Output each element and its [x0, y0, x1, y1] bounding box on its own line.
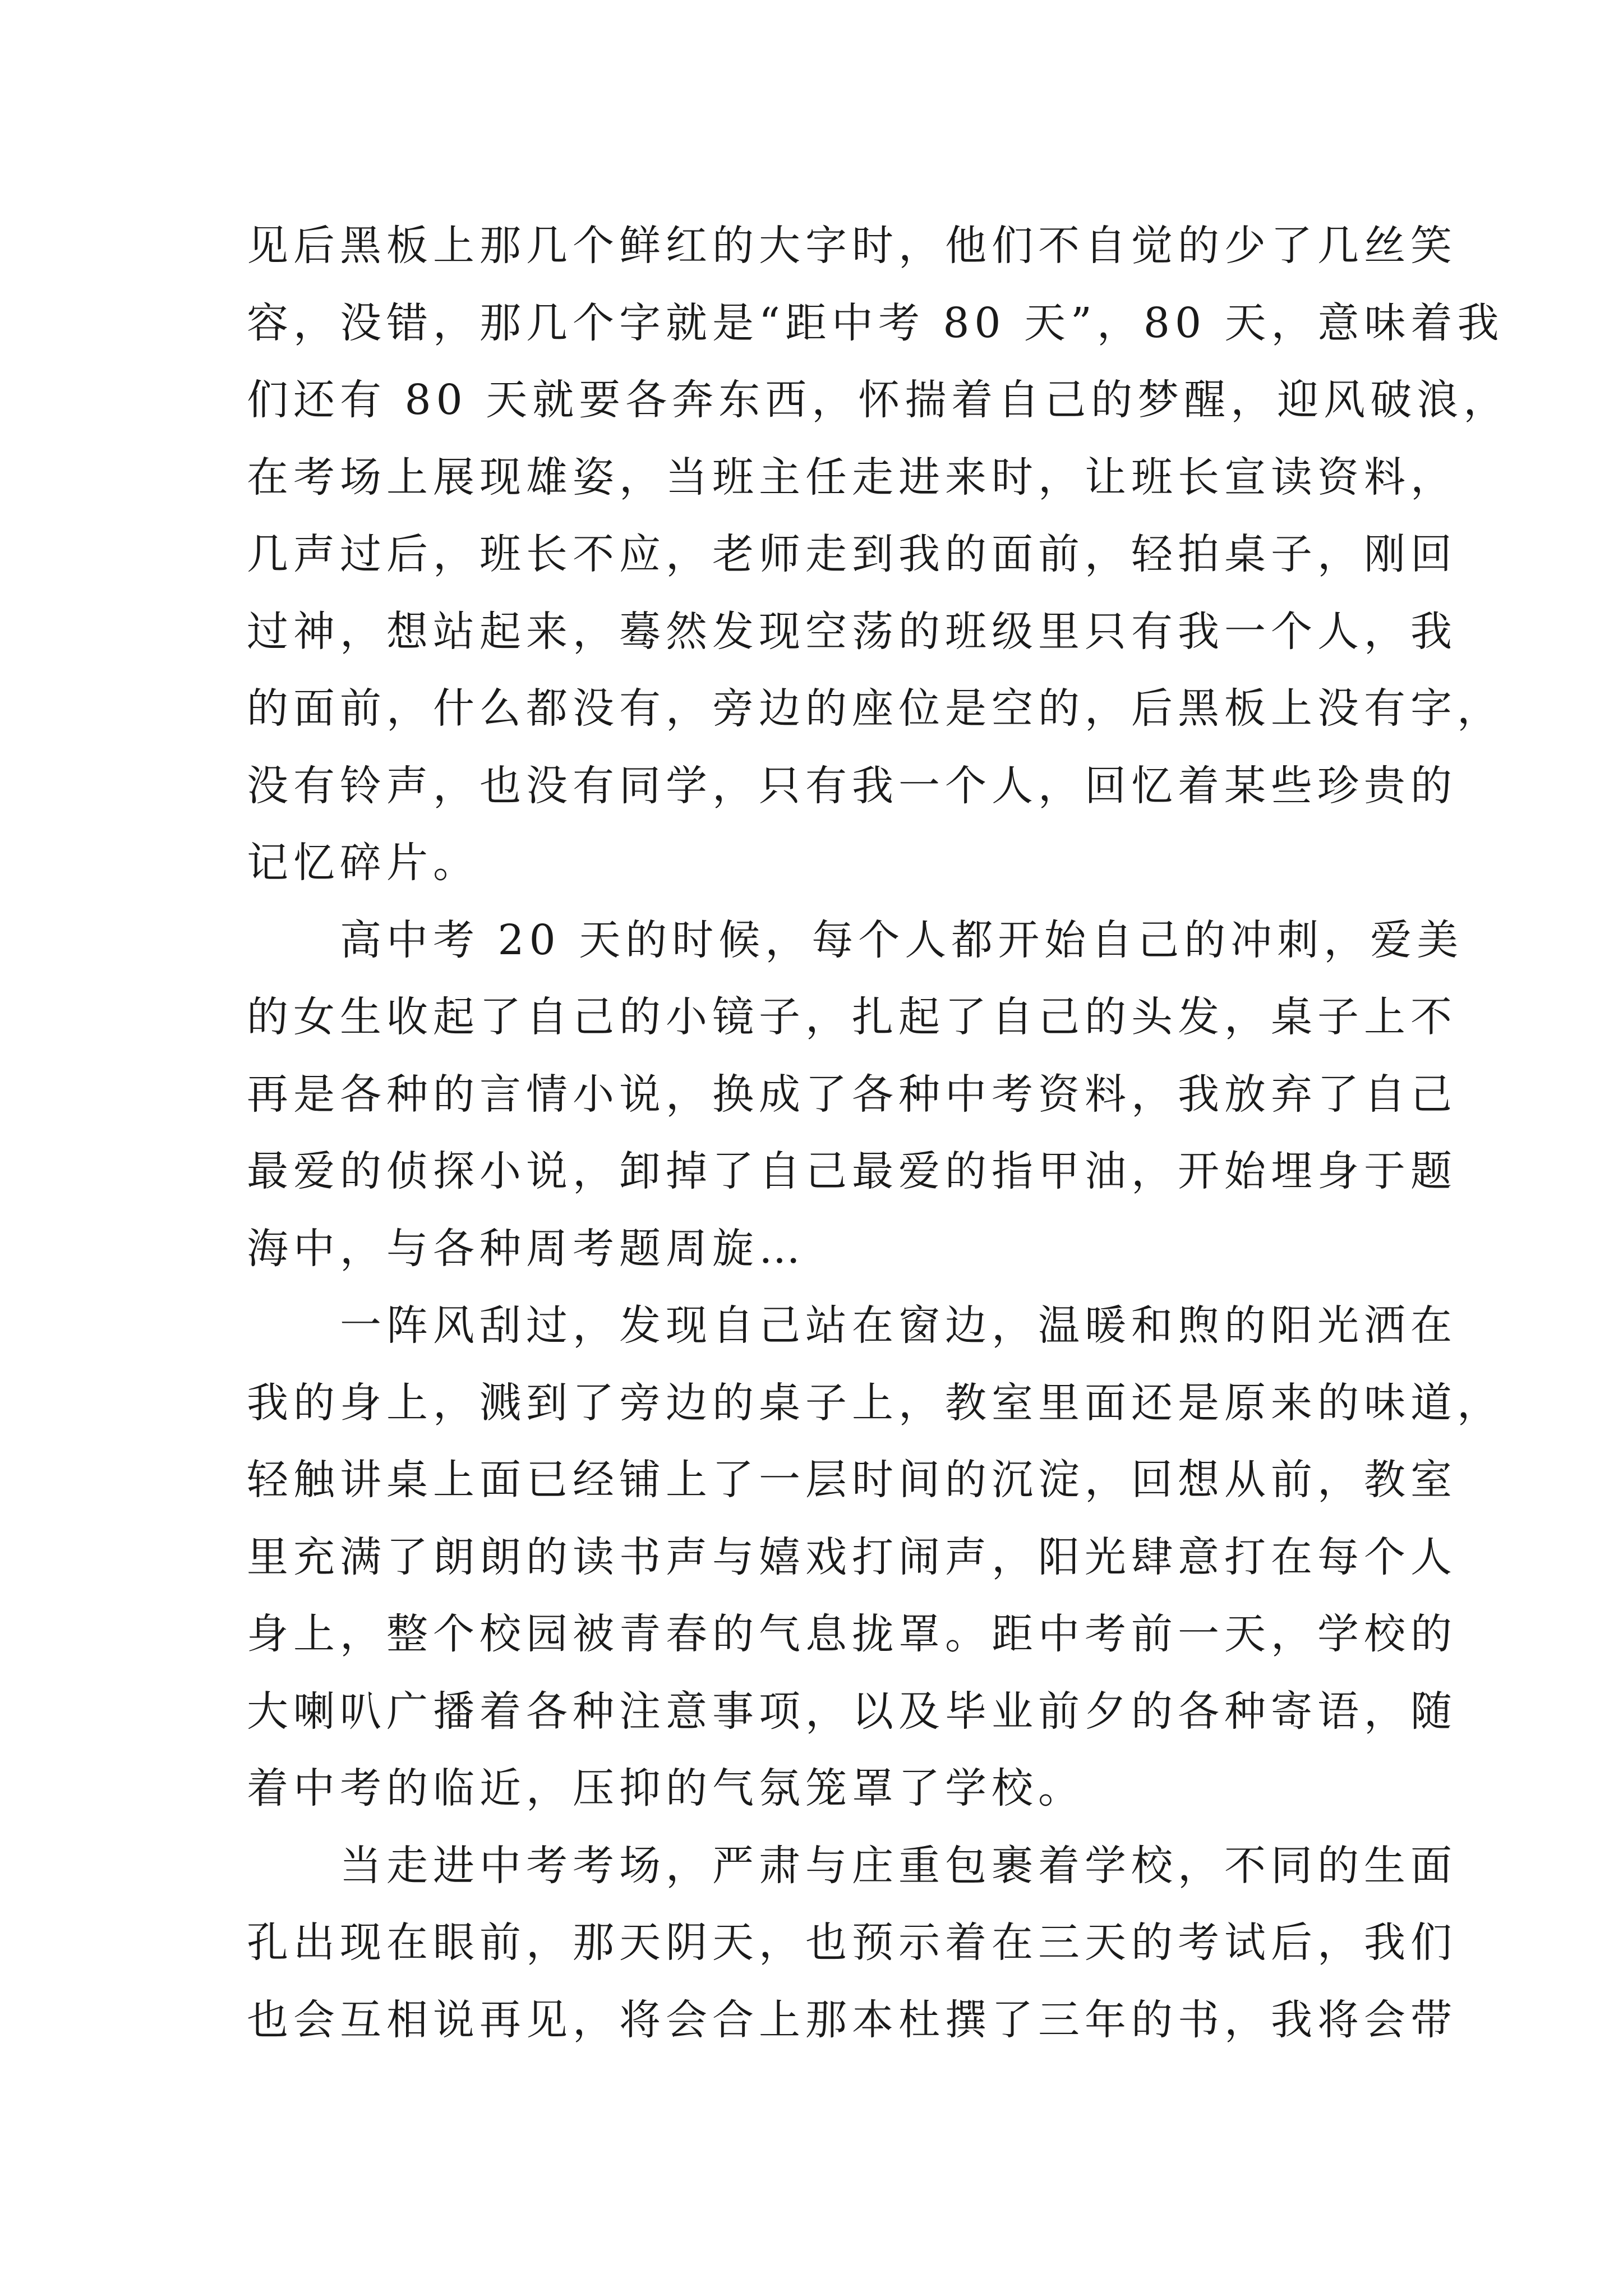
- document-body: [247, 208, 1510, 2059]
- paragraph-3: [247, 1287, 1504, 1828]
- text-line: 里充满了朗朗的读书声与嬉戏打闹声，阳光肆意打在每个人: [247, 1533, 1457, 1581]
- text-line: 见后黑板上那几个鲜红的大字时，他们不自觉的少了几丝笑: [247, 222, 1457, 270]
- text-line: 没有铃声，也没有同学，只有我一个人，回忆着某些珍贵的: [247, 761, 1457, 810]
- text-line: 我的身上，溅到了旁边的桌子上，教室里面还是原来的味道，: [247, 1378, 1504, 1427]
- text-line: 当走进中考考场，严肃与庄重包裹着学校，不同的生面: [247, 1841, 1457, 1890]
- text-line: 记忆碎片。: [247, 839, 479, 887]
- text-line: 们还有 80 天就要各奔东西，怀揣着自己的梦醒，迎风破浪，: [247, 376, 1510, 424]
- paragraph-2: [247, 902, 1464, 1288]
- text-line: 一阵风刮过，发现自己站在窗边，温暖和煦的阳光洒在: [247, 1301, 1457, 1350]
- paragraph-1: [247, 208, 1510, 902]
- text-line: 再是各种的言情小说，换成了各种中考资料，我放弃了自己: [247, 1070, 1457, 1119]
- paragraph-4: [247, 1828, 1457, 2059]
- text-line: 高中考 20 天的时候，每个人都开始自己的冲刺，爱美: [247, 915, 1464, 964]
- text-line: 海中，与各种周考题周旋…: [247, 1224, 805, 1273]
- text-line: 在考场上展现雄姿，当班主任走进来时，让班长宣读资料，: [247, 453, 1457, 501]
- text-line: 大喇叭广播着各种注意事项，以及毕业前夕的各种寄语，随: [247, 1687, 1457, 1736]
- text-line: 身上，整个校园被青春的气息拢罩。距中考前一天，学校的: [247, 1610, 1457, 1658]
- text-line: 孔出现在眼前，那天阴天，也预示着在三天的考试后，我们: [247, 1918, 1457, 1967]
- text-line: 容，没错，那几个字就是“距中考 80 天”，80 天，意味着我: [247, 298, 1504, 347]
- text-line: 着中考的临近，压抑的气氛笼罩了学校。: [247, 1764, 1085, 1812]
- text-line: 也会互相说再见，将会合上那本杜撰了三年的书，我将会带: [247, 1995, 1457, 2044]
- text-line: 轻触讲桌上面已经铺上了一层时间的沉淀，回想从前，教室: [247, 1456, 1457, 1504]
- text-line: 的面前，什么都没有，旁边的座位是空的，后黑板上没有字，: [247, 684, 1504, 733]
- text-line: 过神，想站起来，蓦然发现空荡的班级里只有我一个人，我: [247, 607, 1457, 656]
- text-line: 几声过后，班长不应，老师走到我的面前，轻拍桌子，刚回: [247, 530, 1457, 578]
- text-line: 最爱的侦探小说，卸掉了自己最爱的指甲油，开始埋身于题: [247, 1147, 1457, 1195]
- text-line: 的女生收起了自己的小镜子，扎起了自己的头发，桌子上不: [247, 993, 1457, 1041]
